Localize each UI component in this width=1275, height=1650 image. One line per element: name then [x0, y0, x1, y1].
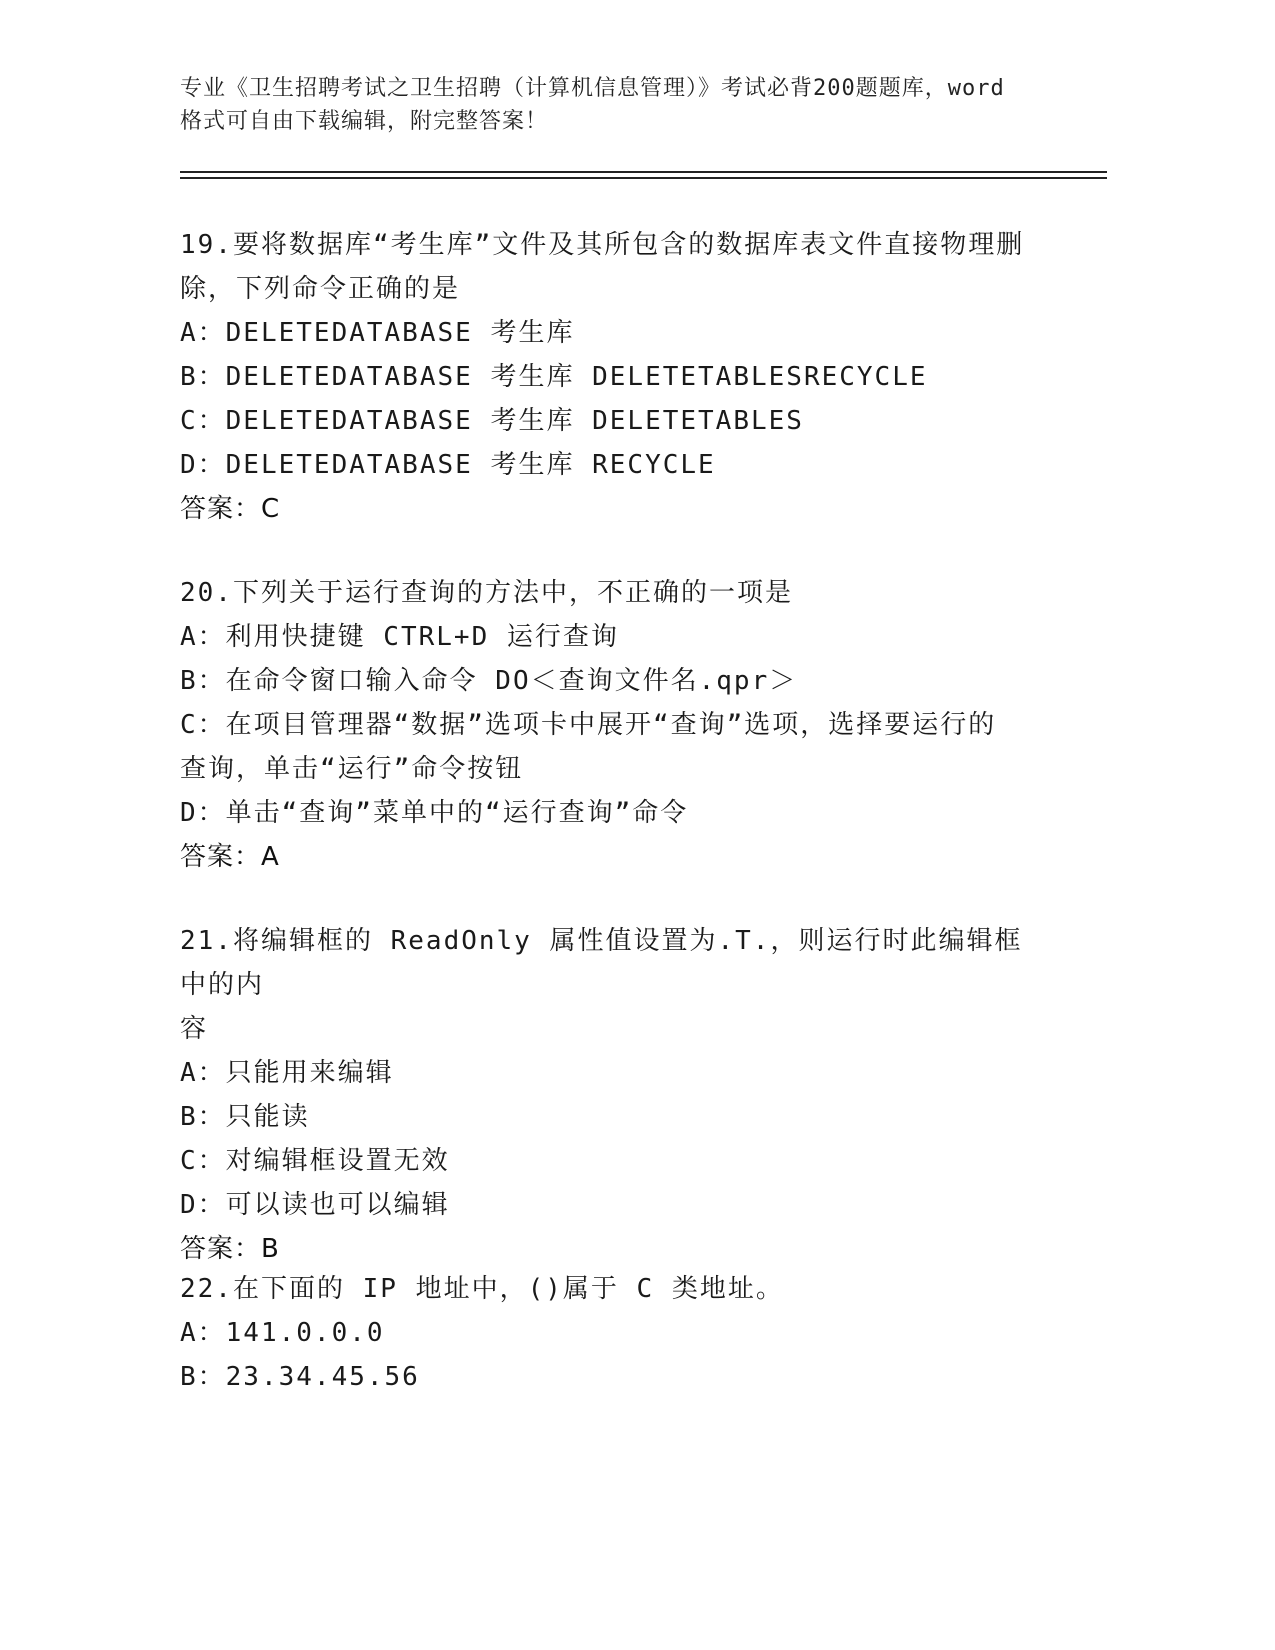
question-stem: 21.将编辑框的 ReadOnly 属性值设置为.T.，则运行时此编辑框中的内	[180, 926, 1023, 1000]
option-a: A：141.0.0.0	[180, 1318, 385, 1348]
question-stem: 20.下列关于运行查询的方法中，不正确的一项是	[180, 578, 793, 608]
option-d: D：单击“查询”菜单中的“运行查询”命令	[180, 798, 689, 828]
question-stem-continued: 除，下列命令正确的是	[180, 274, 461, 304]
option-b: B：只能读	[180, 1102, 310, 1132]
answer-label: 答案：C	[180, 494, 281, 524]
answer-label: 答案：A	[180, 842, 280, 872]
question-stem: 19.要将数据库“考生库”文件及其所包含的数据库表文件直接物理删	[180, 230, 1025, 260]
header-divider-bottom	[180, 177, 1107, 179]
answer-label: 答案：B	[180, 1234, 280, 1264]
option-b: B：在命令窗口输入命令 DO＜查询文件名.qpr＞	[180, 666, 798, 696]
question-20	[180, 571, 1040, 879]
document-header	[180, 72, 1080, 138]
option-c: C：对编辑框设置无效	[180, 1146, 450, 1176]
header-divider-top	[180, 171, 1107, 173]
question-21	[180, 919, 1040, 1271]
option-c: C：在项目管理器“数据”选项卡中展开“查询”选项，选择要运行的	[180, 710, 997, 740]
header-title-line-2: 格式可自由下载编辑，附完整答案！	[180, 109, 549, 134]
question-19	[180, 223, 1040, 531]
question-22	[180, 1267, 1040, 1399]
option-c-continued: 查询，单击“运行”命令按钮	[180, 754, 524, 784]
option-a: A：只能用来编辑	[180, 1058, 394, 1088]
question-stem-continued: 容	[180, 1014, 209, 1044]
header-title-line-1: 专业《卫生招聘考试之卫生招聘（计算机信息管理）》考试必背200题题库，word	[180, 76, 1005, 101]
option-d: D：可以读也可以编辑	[180, 1190, 450, 1220]
option-a: A：利用快捷键 CTRL+D 运行查询	[180, 622, 619, 652]
question-stem: 22.在下面的 IP 地址中，()属于 C 类地址。	[180, 1274, 784, 1304]
option-b: B：23.34.45.56	[180, 1362, 420, 1392]
option-a: A：DELETEDATABASE 考生库	[180, 318, 575, 348]
option-c: C：DELETEDATABASE 考生库 DELETETABLES	[180, 406, 804, 436]
option-d: D：DELETEDATABASE 考生库 RECYCLE	[180, 450, 716, 480]
option-b: B：DELETEDATABASE 考生库 DELETETABLESRECYCLE	[180, 362, 928, 392]
